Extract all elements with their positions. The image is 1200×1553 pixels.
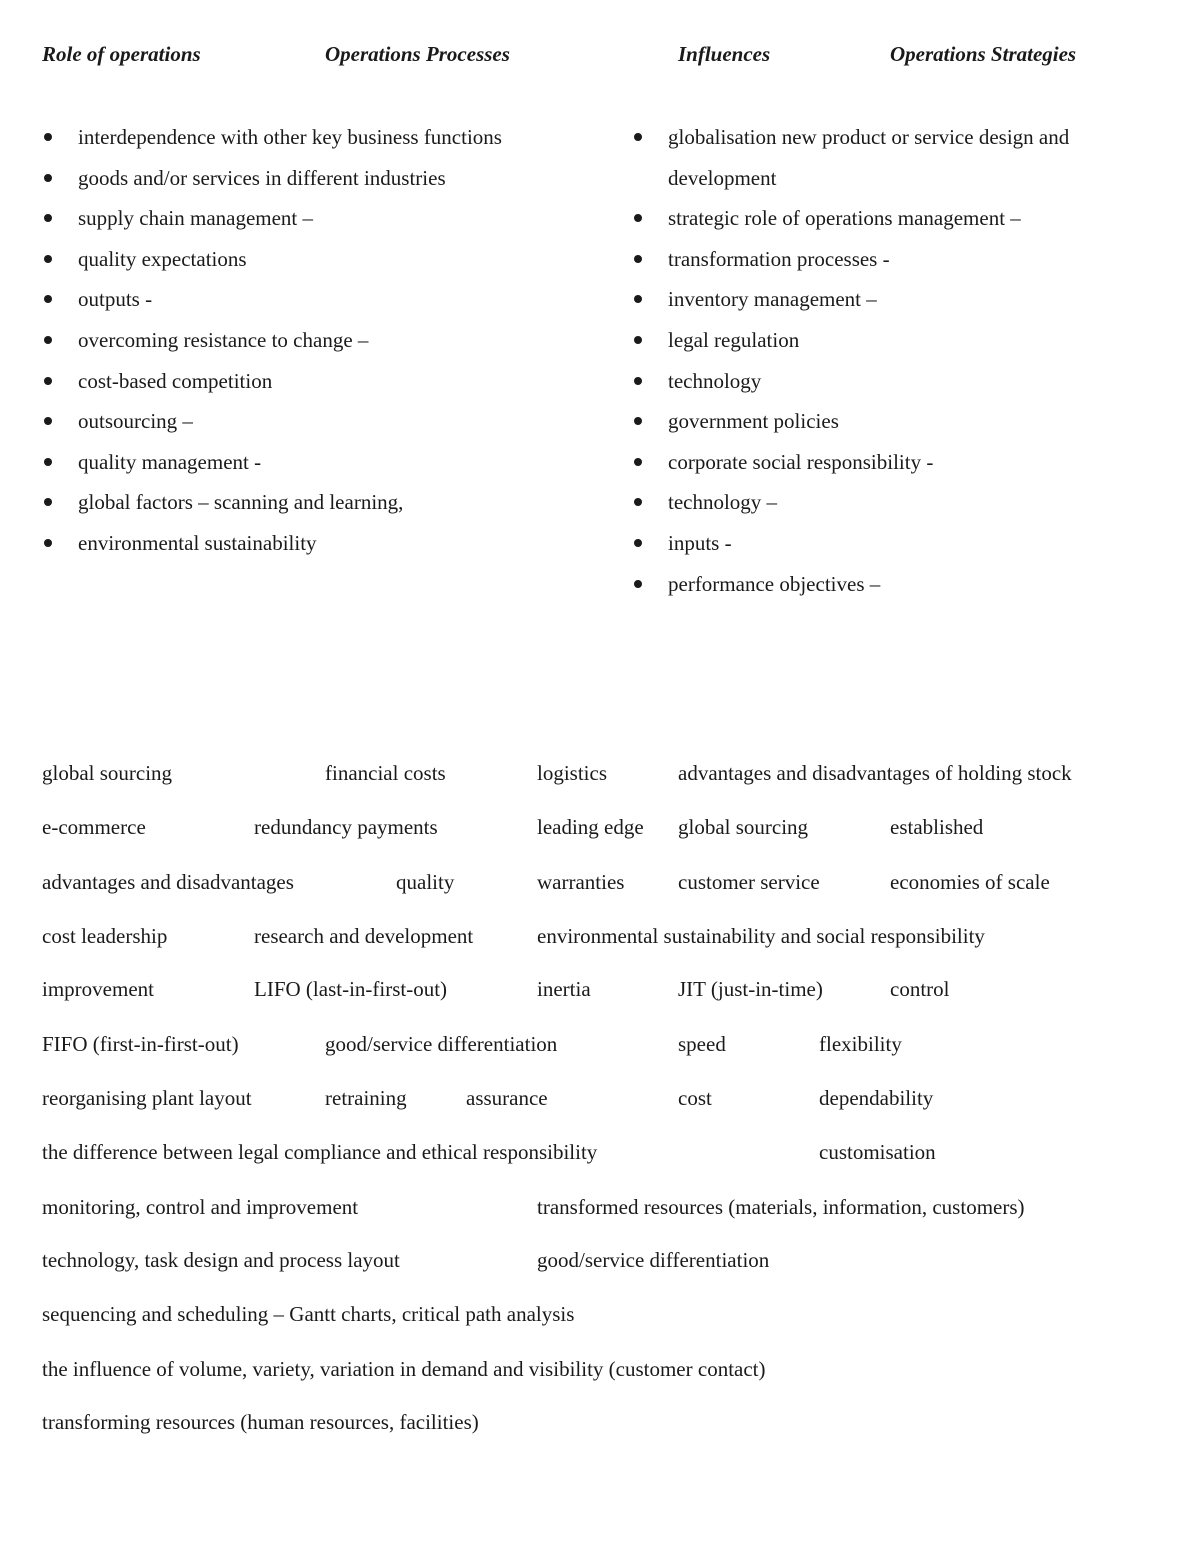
term: reorganising plant layout bbox=[42, 1086, 252, 1110]
term: cost leadership bbox=[42, 924, 168, 948]
list-item: quality expectations bbox=[42, 239, 602, 280]
list-item: cost-based competition bbox=[42, 361, 602, 402]
term: warranties bbox=[537, 870, 625, 894]
term: dependability bbox=[819, 1086, 934, 1110]
term: quality bbox=[396, 870, 455, 894]
list-item: transformation processes - bbox=[632, 239, 1132, 280]
term: retraining bbox=[325, 1086, 407, 1110]
term: e-commerce bbox=[42, 815, 146, 839]
list-item: performance objectives – bbox=[632, 564, 1132, 605]
list-item: outputs - bbox=[42, 279, 602, 320]
term: good/service differentiation bbox=[325, 1032, 558, 1056]
list-item: interdependence with other key business functions bbox=[42, 117, 602, 158]
term: technology, task design and process layout bbox=[42, 1248, 400, 1272]
term: flexibility bbox=[819, 1032, 902, 1056]
list-item: legal regulation bbox=[632, 320, 1132, 361]
list-item: inventory management – bbox=[632, 279, 1132, 320]
list-item: supply chain management – bbox=[42, 198, 602, 239]
heading-role-of-operations: Role of operations bbox=[42, 42, 201, 66]
term: research and development bbox=[254, 924, 474, 948]
term: advantages and disadvantages of holding stock bbox=[678, 761, 1072, 785]
heading-operations-processes: Operations Processes bbox=[325, 42, 510, 66]
heading-operations-strategies: Operations Strategies bbox=[890, 42, 1077, 66]
term: environmental sustainability and social responsibility bbox=[537, 924, 985, 948]
term: transformed resources (materials, information, customers) bbox=[537, 1195, 1025, 1219]
list-item: global factors – scanning and learning, bbox=[42, 482, 602, 523]
left-bullet-list bbox=[42, 117, 602, 564]
list-item: globalisation new product or service design and development bbox=[632, 117, 1132, 198]
list-item: quality management - bbox=[42, 442, 602, 483]
term: cost bbox=[678, 1086, 712, 1110]
term: redundancy payments bbox=[254, 815, 438, 839]
list-item: outsourcing – bbox=[42, 401, 602, 442]
list-item: inputs - bbox=[632, 523, 1132, 564]
term: good/service differentiation bbox=[537, 1248, 770, 1272]
term: advantages and disadvantages bbox=[42, 870, 294, 894]
term: the difference between legal compliance and ethical responsibility bbox=[42, 1140, 598, 1164]
term: LIFO (last-in-first-out) bbox=[254, 977, 448, 1001]
list-item: goods and/or services in different industries bbox=[42, 158, 602, 199]
term: customisation bbox=[819, 1140, 936, 1164]
term: FIFO (first-in-first-out) bbox=[42, 1032, 239, 1056]
term: assurance bbox=[466, 1086, 548, 1110]
term: transforming resources (human resources, facilities) bbox=[42, 1410, 479, 1434]
list-item: strategic role of operations management – bbox=[632, 198, 1132, 239]
term: customer service bbox=[678, 870, 820, 894]
term: global sourcing bbox=[42, 761, 173, 785]
list-item: corporate social responsibility - bbox=[632, 442, 1132, 483]
term: financial costs bbox=[325, 761, 446, 785]
term: sequencing and scheduling – Gantt charts, critical path analysis bbox=[42, 1302, 575, 1326]
term: monitoring, control and improvement bbox=[42, 1195, 359, 1219]
heading-influences: Influences bbox=[678, 42, 771, 66]
list-item: technology bbox=[632, 361, 1132, 402]
term: leading edge bbox=[537, 815, 644, 839]
term: the influence of volume, variety, variation in demand and visibility (customer contact) bbox=[42, 1357, 766, 1381]
term: control bbox=[890, 977, 950, 1001]
list-item: overcoming resistance to change – bbox=[42, 320, 602, 361]
term: JIT (just-in-time) bbox=[678, 977, 823, 1001]
term: economies of scale bbox=[890, 870, 1050, 894]
list-item: environmental sustainability bbox=[42, 523, 602, 564]
term: established bbox=[890, 815, 984, 839]
term: logistics bbox=[537, 761, 608, 785]
term: inertia bbox=[537, 977, 591, 1001]
term: global sourcing bbox=[678, 815, 809, 839]
list-item: government policies bbox=[632, 401, 1132, 442]
list-item: technology – bbox=[632, 482, 1132, 523]
term: improvement bbox=[42, 977, 154, 1001]
right-bullet-list bbox=[632, 117, 1132, 604]
term: speed bbox=[678, 1032, 726, 1056]
